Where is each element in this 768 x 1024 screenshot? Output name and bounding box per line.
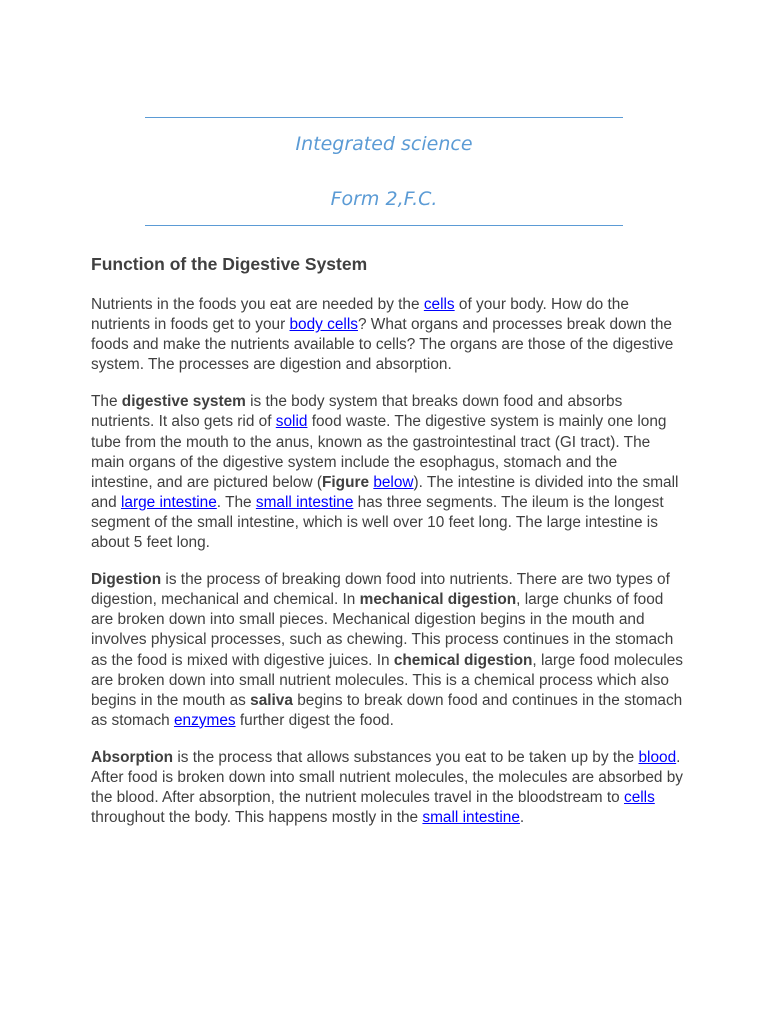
term-absorption: Absorption bbox=[91, 748, 174, 766]
header-bottom-rule bbox=[145, 225, 623, 226]
text-run: ? What organs and processes break down the foods and make the nutrients available to cells? The organs are those of the digestive system. The processes are digestion and absorption. bbox=[91, 316, 674, 374]
section-heading: Function of the Digestive System bbox=[91, 254, 368, 274]
header-top-rule bbox=[145, 117, 623, 118]
paragraph-digestive-system bbox=[91, 392, 683, 553]
term-digestive-system: digestive system bbox=[121, 393, 246, 411]
text-run: is the process that allows substances you eat to be taken up by the bbox=[173, 748, 639, 766]
text-run: of your body. How do the nutrients in foods get to your bbox=[91, 296, 629, 334]
link-body-cells[interactable]: body cells bbox=[289, 316, 358, 334]
link-enzymes[interactable]: enzymes bbox=[173, 711, 236, 729]
term-digestion: Digestion bbox=[91, 571, 162, 589]
text-run: . After food is broken down into small nutrient molecules, the molecules are absorbed by the blood. After absorption, the nutrient molecules travel in the bloodstream to bbox=[91, 748, 683, 807]
paragraph-intro bbox=[91, 295, 683, 375]
text-run: is the process of breaking down food into nutrients. There are two types of digestion, mechanical and chemical. In bbox=[91, 571, 670, 609]
text-run: . The bbox=[216, 493, 256, 511]
link-cells[interactable]: cells bbox=[423, 296, 455, 313]
text-run: has three segments. The ileum is the longest segment of the small intestine, which is well over 10 feet long. The large intestine is about 5 feet long. bbox=[91, 493, 664, 552]
text-run: throughout the body. This happens mostly in the bbox=[91, 809, 423, 827]
text-run: food waste. The digestive system is mainly one long tube from the mouth to the anus, known as the gastrointestinal tract (GI tract). The main organs of the digestive system include the esophagus, stomach and the intestine, and are pictured below ( bbox=[91, 413, 667, 491]
text-run: is the body system that breaks down food and absorbs nutrients. It also gets rid of bbox=[91, 393, 623, 431]
document-subject: Integrated science bbox=[295, 133, 473, 155]
term-mechanical-digestion: mechanical digestion bbox=[359, 591, 517, 609]
text-run: . bbox=[519, 809, 525, 827]
link-blood[interactable]: blood bbox=[638, 748, 677, 766]
link-small-intestine[interactable]: small intestine bbox=[255, 493, 354, 511]
paragraph-digestion bbox=[91, 570, 683, 731]
term-chemical-digestion: chemical digestion bbox=[393, 651, 533, 669]
link-cells[interactable]: cells bbox=[624, 789, 655, 807]
text-run: Nutrients in the foods you eat are needed by the bbox=[91, 296, 424, 313]
link-solid[interactable]: solid bbox=[275, 413, 308, 431]
link-below[interactable]: below bbox=[373, 473, 414, 491]
term-saliva: saliva bbox=[250, 691, 293, 709]
text-run: begins to break down food and continues in the stomach as stomach bbox=[91, 691, 683, 729]
text-run: , large chunks of food are broken down into small pieces. Mechanical digestion begins in the mouth and involves physical processes, such as chewing. This process continues in the stomach as the food is mixed with digestive juices. In bbox=[91, 591, 674, 669]
link-large-intestine[interactable]: large intestine bbox=[120, 493, 217, 511]
text-run: ). The intestine is divided into the small and bbox=[91, 473, 679, 511]
text-run: The bbox=[91, 393, 122, 411]
paragraph-absorption bbox=[91, 748, 683, 828]
term-figure: Figure bbox=[322, 473, 370, 491]
document-form: Form 2,F.C. bbox=[330, 188, 438, 210]
text-run: , large food molecules are broken down into small nutrient molecules. This is a chemical process which also begins in the mouth as bbox=[91, 651, 683, 709]
link-small-intestine[interactable]: small intestine bbox=[422, 809, 520, 827]
document-body bbox=[91, 252, 683, 845]
text-run: further digest the food. bbox=[235, 711, 394, 729]
